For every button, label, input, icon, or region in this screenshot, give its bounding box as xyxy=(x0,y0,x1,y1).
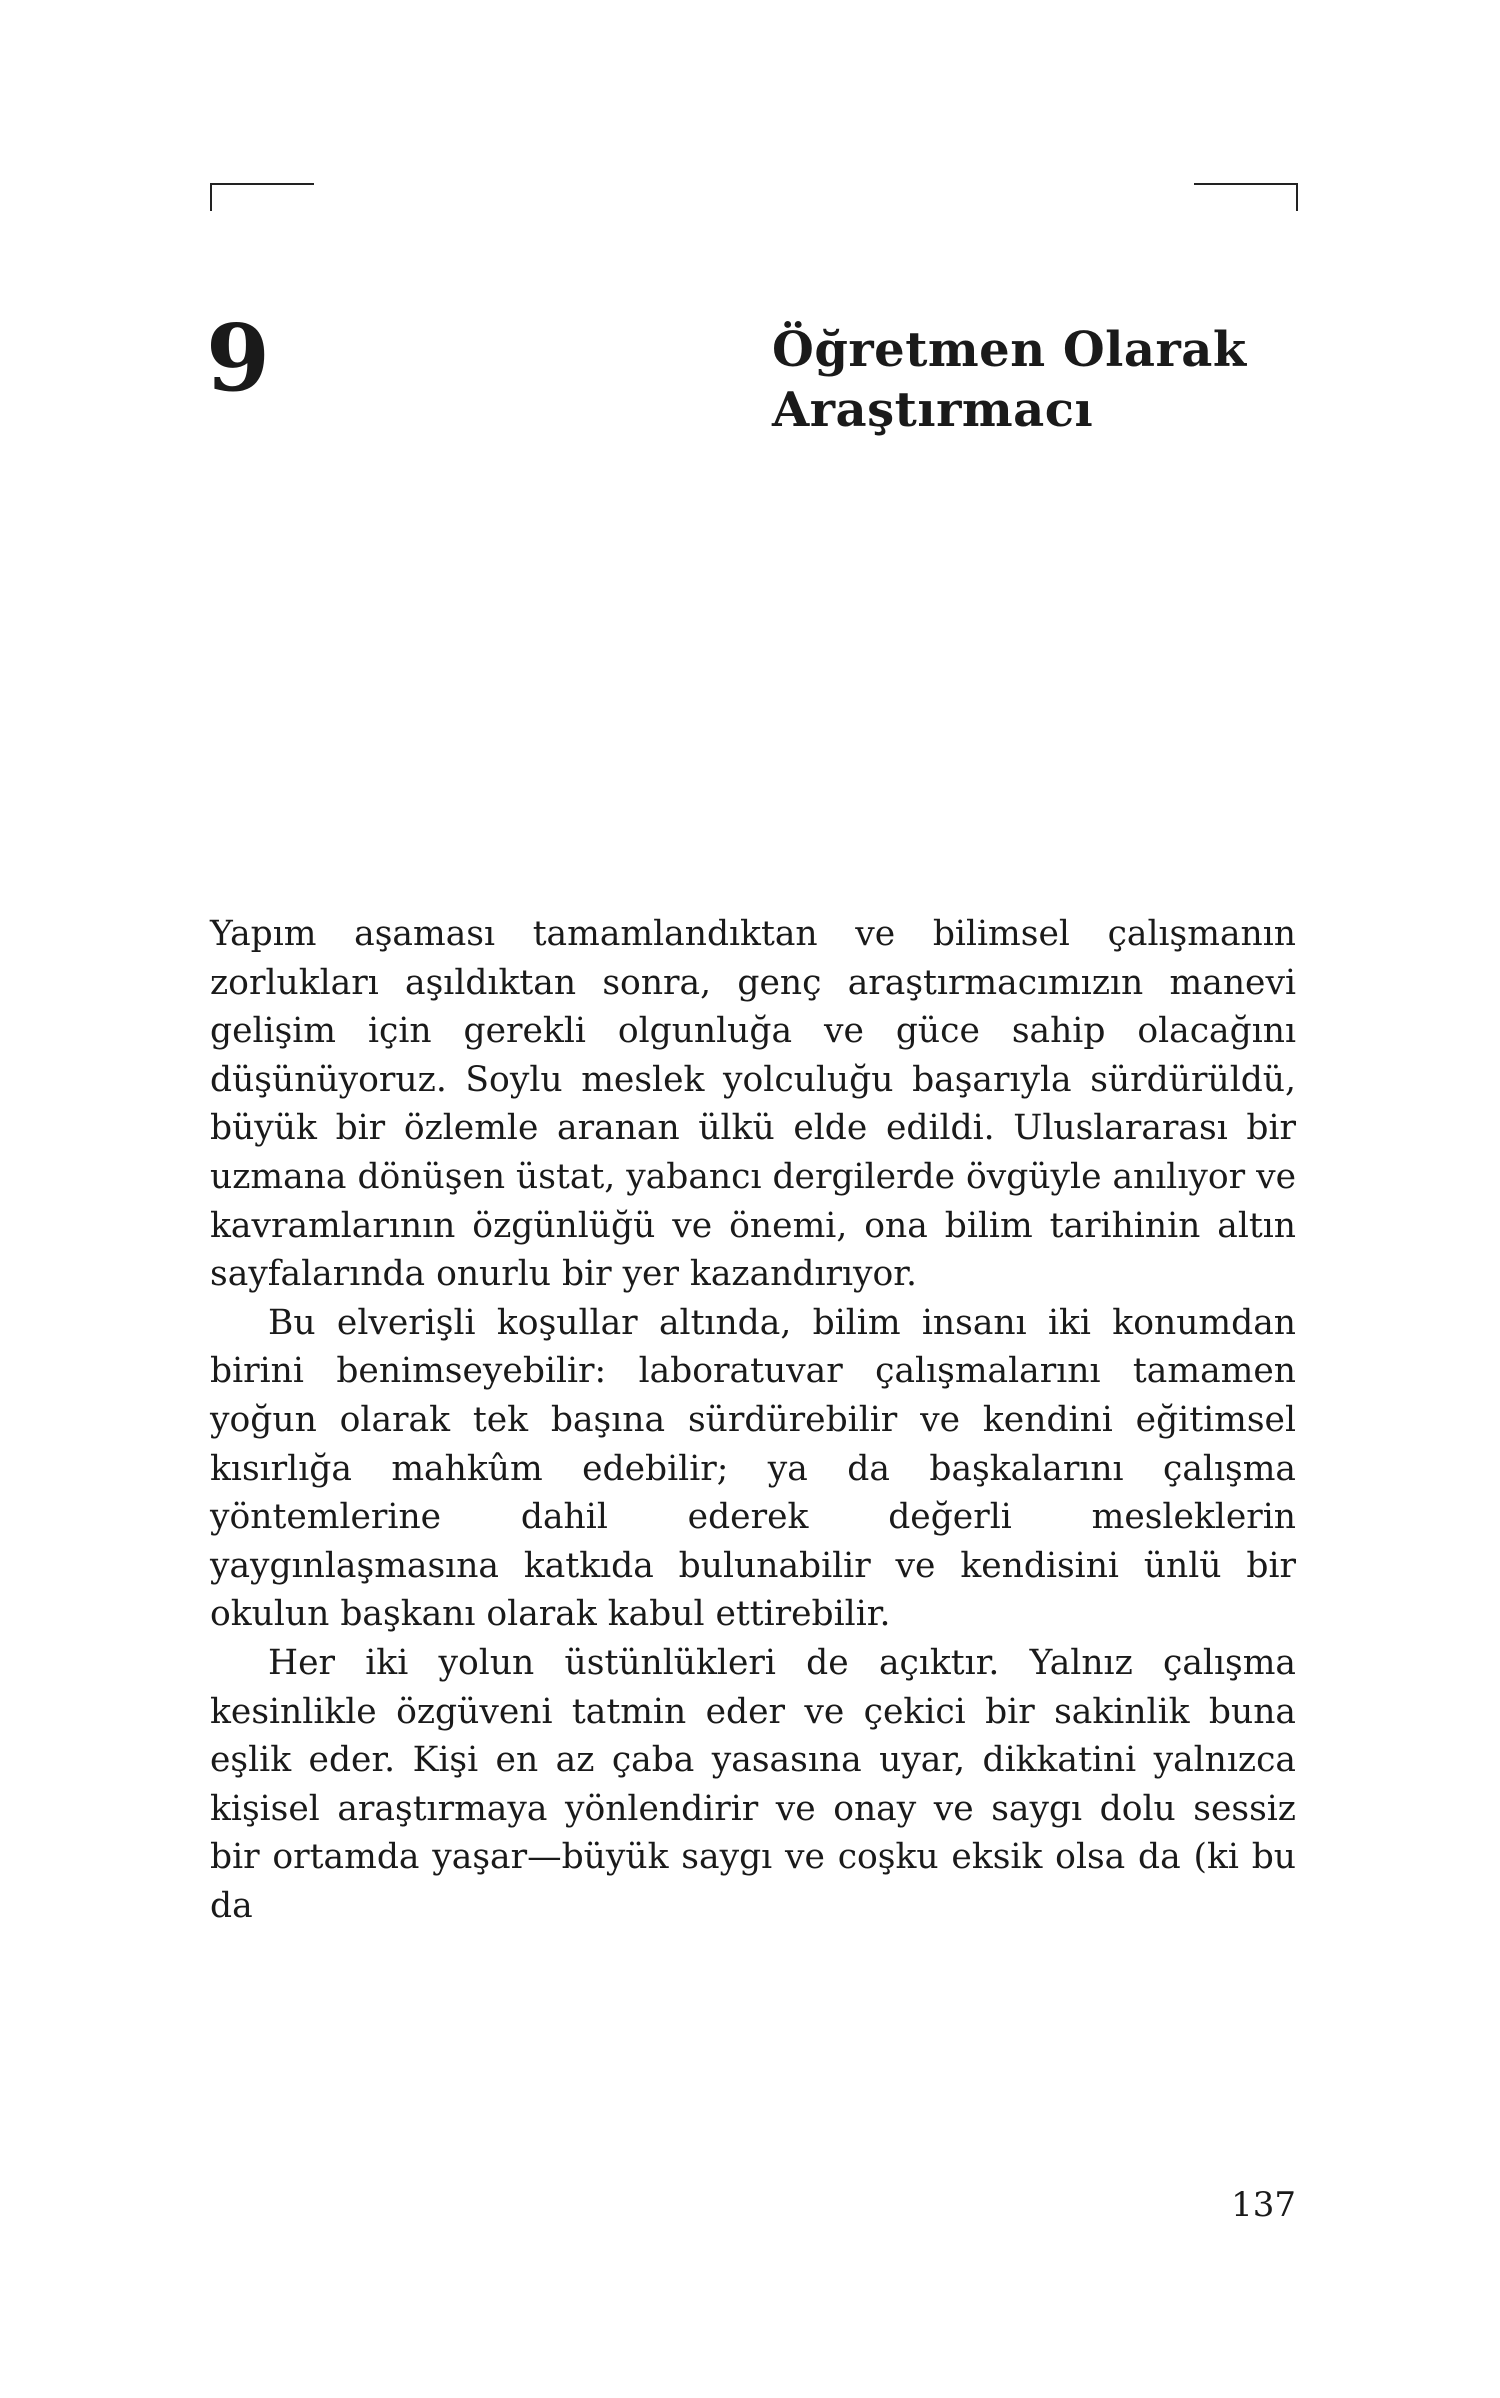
paragraph-1: Yapım aşaması tamamlandıktan ve bilimsel çalışmanın zorlukları aşıldıktan sonra, genç araştırmacımızın manevi gelişim için gerekli olgunluğa ve güce sahip olacağını düşünüyoruz. Soylu meslek yolculuğu başarıyla sürdürüldü, büyük bir özlemle aranan ülkü elde edildi. Uluslararası bir uzmana dönüşen üstat, yabancı dergilerde övgüyle anılıyor ve kavramlarının özgünlüğü ve önemi, ona bilim tarihinin altın sayfalarında onurlu bir yer kazandırıyor. xyxy=(210,914,1296,1295)
chapter-number: 9 xyxy=(206,304,271,412)
chapter-title xyxy=(772,320,1247,440)
crop-mark-top-right xyxy=(1194,183,1298,211)
crop-mark-top-left xyxy=(210,183,314,211)
paragraph-2: Bu elverişli koşullar altında, bilim insanı iki konumdan birini benimseyebilir: laboratuvar çalışmalarını tamamen yoğun olarak tek başına sürdürebilir ve kendini eğitimsel kısırlığa mahkûm edebilir; ya da başkalarını çalışma yöntemlerine dahil ederek değerli mesleklerin yaygınlaşmasına katkıda bulunabilir ve kendisini ünlü bir okulun başkanı olarak kabul ettirebilir. xyxy=(210,1302,1296,1635)
chapter-title-line-1: Öğretmen Olarak xyxy=(772,322,1247,378)
paragraph-3: Her iki yolun üstünlükleri de açıktır. Yalnız çalışma kesinlikle özgüveni tatmin eder ve çekici bir sakinlik buna eşlik eder. Kişi en az çaba yasasına uyar, dikkatini yalnızca kişisel araştırmaya yönlendirir ve onay ve saygı dolu sessiz bir ortamda yaşar—büyük saygı ve coşku eksik olsa da (ki bu da xyxy=(210,1642,1296,1926)
body-text xyxy=(210,910,1296,1930)
page-number: 137 xyxy=(1231,2185,1296,2225)
chapter-title-line-2: Araştırmacı xyxy=(772,382,1094,438)
